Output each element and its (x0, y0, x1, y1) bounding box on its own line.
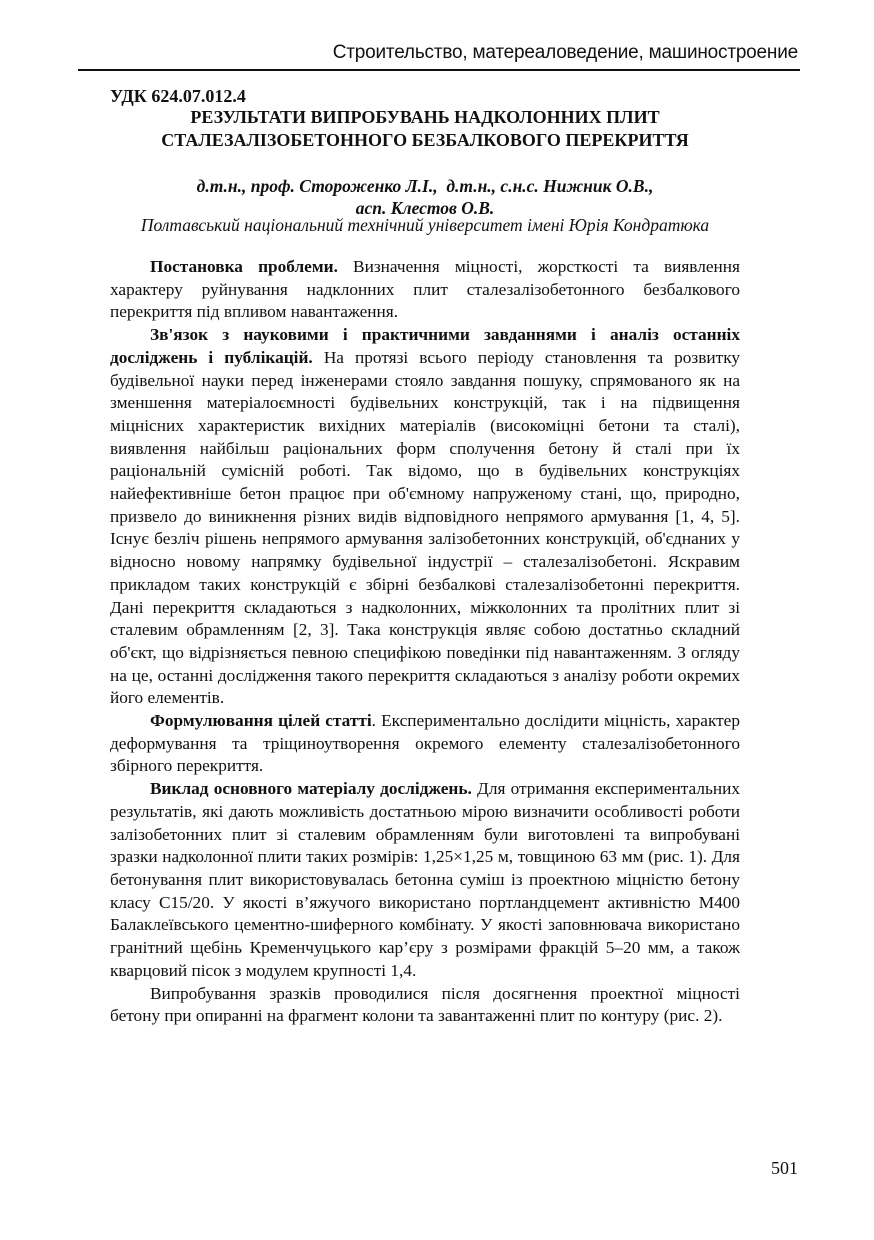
paragraph-text: . Експериментально дослідити міцність, характер деформування та тріщиноутворення окремого елементу сталезалізобетонного збірного перекриття. (110, 711, 740, 776)
header-rule (78, 69, 800, 71)
paragraph-lead: Зв'язок з науковими і практичними завданнями і аналіз останніх досліджень і публікацій. (110, 325, 740, 367)
article-body (110, 256, 740, 1028)
paragraph-review (110, 324, 740, 710)
paragraph-text: На протязі всього періоду становлення та розвитку будівельної науки перед інженерами стояло завдання пошуку, спрямованого як на зменшення матеріалоємності будівельних конструкцій, так і на підвищення міцнісних характеристик вихідних матеріалів (високоміцні бетони та сталі), виявлення найбільш раціональних форм сполучення бетону й сталі при їх раціональній сумісній роботі. Так відомо, що в будівельних конструкціях найефективніше бетон працює при об'ємному напруженому стані, що, природно, призвело до виникнення різних видів відповідного непрямого армування [1, 4, 5]. Існує безліч рішень непрямого армування залізобетонних конструкцій, об'єднаних у відносно новому напрямку будівельної індустрії – сталезалізобетоні. Яскравим прикладом таких конструкцій є збірні безбалкові сталезалізобетонні перекриття. Дані перекриття складаються з надколонних, міжколонних та пролітних плит зі сталевим обрамленням [2, 3]. Така конструкція являє собою достатньо складний об'єкт, що відрізняється певною специфікою поведінки під навантаженням. З огляду на це, останні дослідження такого перекриття складаються з аналізу роботи окремих його елементів. (110, 347, 740, 708)
authors-line: асп. Клестов О.В. (355, 198, 495, 218)
article-title (110, 106, 740, 152)
paragraph-lead: Формулювання цілей статті (150, 711, 372, 731)
authors-line: д.т.н., проф. Стороженко Л.І., д.т.н., с.н.с. Нижник О.В., (196, 176, 654, 196)
page-number: 501 (771, 1158, 798, 1178)
paragraph-lead: Виклад основного матеріалу досліджень. (150, 779, 472, 799)
affiliation: Полтавський національний технічний університет імені Юрія Кондратюка (140, 215, 710, 235)
running-header: Строительство, матереаловедение, машиностроение (332, 42, 798, 63)
paragraph-goals (110, 710, 740, 778)
authors (110, 175, 740, 219)
paragraph-text: Для отримання експериментальних результатів, які дають можливість достатньою мірою визначити особливості роботи залізобетонних плит зі сталевим обрамленням були виготовлені та випробувані зразки надколонної плити таких розмірів: 1,25×1,25 м, товщиною 63 мм (рис. 1). Для бетонування плит використовувалась бетонна суміш із проектною міцністю бетону класу С15/20. У якості в’яжучого використано портландцемент активністю М400 Балаклеївського цементно-шиферного комбінату. У якості заповнювача використано гранітний щебінь Кременчуцького кар’єру з розмірами фракцій 5–20 мм, а також кварцовий пісок з модулем крупності 1,4. (110, 779, 740, 980)
title-line: РЕЗУЛЬТАТИ ВИПРОБУВАНЬ НАДКОЛОННИХ ПЛИТ (190, 107, 660, 127)
title-line: СТАЛЕЗАЛІЗОБЕТОННОГО БЕЗБАЛКОВОГО ПЕРЕКРИТТЯ (161, 130, 689, 150)
paragraph-problem (110, 256, 740, 324)
paragraph-main (110, 778, 740, 982)
paragraph-text: Випробування зразків проводилися після досягнення проектної міцності бетону при опиранні на фрагмент колони та завантаженні плит по контуру (рис. 2). (110, 983, 740, 1026)
paragraph-lead: Постановка проблеми. (150, 257, 338, 276)
paragraph-text: Визначення міцності, жорсткості та виявлення характеру руйнування надклонних плит сталезалізобетонного безбалкового перекриття під впливом навантаження. (110, 257, 740, 322)
udk-code: УДК 624.07.012.4 (110, 86, 246, 106)
paragraph-testing (110, 983, 740, 1028)
